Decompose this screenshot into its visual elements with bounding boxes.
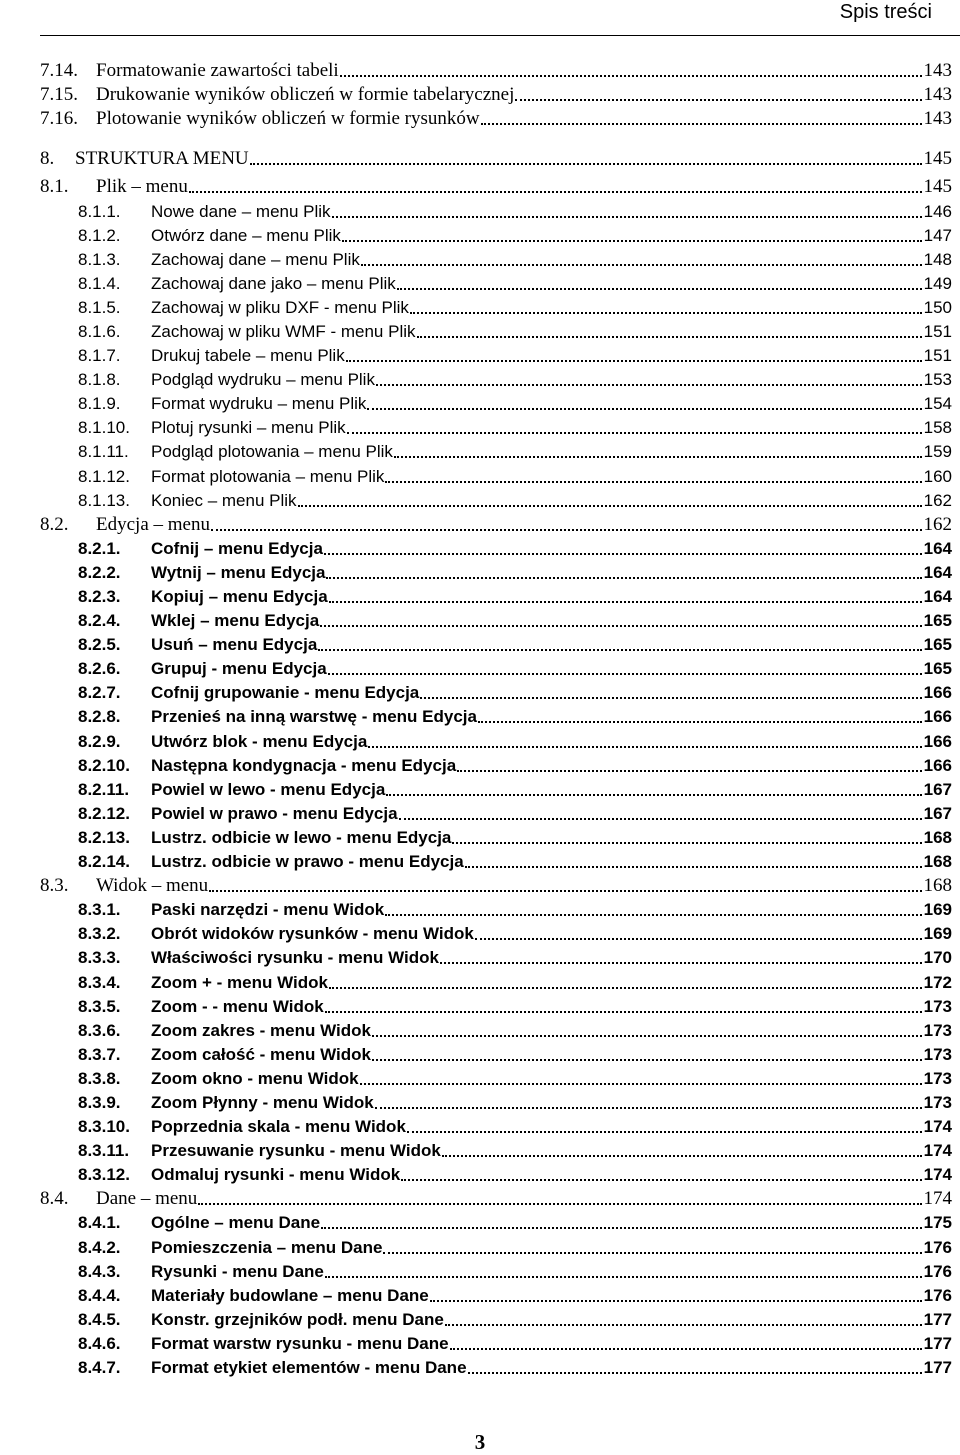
toc-entry-page: 168 [923, 852, 952, 871]
toc-dot-leader [347, 430, 922, 434]
toc-entry-page: 167 [923, 804, 952, 823]
toc-entry-page: 145 [923, 148, 952, 169]
toc-entry-number: 8.2.7. [78, 683, 121, 702]
toc-entry-number: 8.4.2. [78, 1238, 121, 1257]
toc-entry-number: 8.2.11. [78, 780, 130, 799]
toc-entry-number: 8.1.7. [78, 346, 121, 365]
toc-entry-number: 8.1. [40, 176, 69, 197]
toc-entry[interactable] [0, 513, 952, 537]
toc-dot-leader [342, 238, 922, 242]
toc-entry-page: 143 [923, 60, 952, 81]
toc-entry-number: 8.2.9. [78, 732, 121, 751]
toc-entry-number: 8.3. [40, 875, 69, 896]
toc-entry[interactable] [0, 1260, 952, 1284]
toc-entry-title: Format plotowania – menu Plik [151, 467, 385, 486]
toc-dot-leader [250, 161, 922, 165]
toc-entry-title: Plik – menu [96, 176, 188, 197]
toc-entry-page: 174 [923, 1188, 952, 1209]
toc-dot-leader [386, 792, 921, 796]
toc-entry-page: 173 [923, 1093, 952, 1112]
toc-entry-title: Konstr. grzejników podł. menu Dane [151, 1310, 444, 1329]
toc-entry-page: 174 [923, 1141, 952, 1160]
toc-dot-leader [211, 527, 922, 531]
toc-entry-title: Cofnij grupowanie - menu Edycja [151, 683, 420, 702]
toc-entry-number: 8.2.8. [78, 707, 121, 726]
toc-entry-title: Format etykiet elementów - menu Dane [151, 1358, 467, 1377]
toc-entry-title: Wytnij – menu Edycja [151, 563, 326, 582]
toc-entry-number: 8.2.12. [78, 804, 130, 823]
toc-entry-page: 158 [923, 418, 952, 437]
toc-entry[interactable] [0, 416, 952, 440]
toc-entry-page: 168 [923, 828, 952, 847]
toc-entry-page: 175 [923, 1213, 952, 1232]
toc-entry[interactable] [0, 778, 952, 802]
toc-entry-page: 173 [923, 1045, 952, 1064]
toc-dot-leader [372, 1033, 922, 1037]
toc-entry-title: Zachowaj dane jako – menu Plik [151, 274, 396, 293]
toc-entry[interactable] [0, 1187, 952, 1211]
toc-entry-page: 164 [923, 587, 952, 606]
toc-entry-page: 143 [923, 84, 952, 105]
toc-entry-number: 8.3.2. [78, 924, 121, 943]
toc-entry-page: 164 [923, 563, 952, 582]
toc-entry-page: 177 [923, 1358, 952, 1377]
toc-dot-leader [325, 1274, 922, 1278]
toc-entry[interactable] [0, 1308, 952, 1332]
toc-entry[interactable] [0, 248, 952, 272]
toc-entry-page: 165 [923, 611, 952, 630]
toc-dot-leader [397, 286, 922, 290]
toc-dot-leader [298, 503, 922, 507]
toc-entry-title: Plotuj rysunki – menu Plik [151, 418, 346, 437]
toc-entry-page: 177 [923, 1310, 952, 1329]
toc-entry-number: 8.2.5. [78, 635, 121, 654]
toc-entry-page: 154 [923, 394, 952, 413]
toc-entry-number: 8.1.9. [78, 394, 121, 413]
toc-entry-title: Utwórz blok - menu Edycja [151, 732, 368, 751]
toc-dot-leader [417, 334, 922, 338]
toc-dot-leader [452, 840, 921, 844]
toc-entry[interactable] [0, 1091, 952, 1115]
toc-dot-leader [324, 551, 922, 555]
toc-dot-leader [321, 1225, 922, 1229]
toc-entry-title: Format wydruku – menu Plik [151, 394, 367, 413]
toc-entry-number: 8.1.13. [78, 491, 130, 510]
toc-entry-title: Zoom Płynny - menu Widok [151, 1093, 374, 1112]
toc-entry-title: Podgląd wydruku – menu Plik [151, 370, 375, 389]
toc-entry-page: 167 [923, 780, 952, 799]
toc-entry[interactable] [0, 585, 952, 609]
toc-entry[interactable] [0, 730, 952, 754]
toc-entry-title: Formatowanie zawartości tabeli [96, 60, 339, 81]
toc-entry[interactable] [0, 1019, 952, 1043]
toc-entry-page: 170 [923, 948, 952, 967]
toc-dot-leader [320, 623, 921, 627]
toc-entry-title: Pomieszczenia – menu Dane [151, 1238, 383, 1257]
toc-dot-leader [328, 671, 922, 675]
toc-entry-title: Cofnij – menu Edycja [151, 539, 323, 558]
toc-dot-leader [209, 888, 921, 892]
toc-entry[interactable] [0, 995, 952, 1019]
toc-entry-title: Drukowanie wyników obliczeń w formie tabelarycznej [96, 84, 515, 105]
toc-entry-title: Podgląd plotowania – menu Plik [151, 442, 393, 461]
toc-entry-page: 147 [923, 226, 952, 245]
toc-entry-title: Poprzednia skala - menu Widok [151, 1117, 406, 1136]
toc-entry-page: 165 [923, 659, 952, 678]
toc-dot-leader [515, 97, 921, 101]
toc-entry-page: 169 [923, 900, 952, 919]
toc-entry[interactable] [0, 633, 952, 657]
toc-entry-page: 176 [923, 1286, 952, 1305]
toc-dot-leader [445, 1322, 922, 1326]
toc-entry[interactable] [0, 1332, 952, 1356]
toc-entry-number: 8.2.6. [78, 659, 121, 678]
toc-dot-leader [465, 864, 922, 868]
toc-entry[interactable] [0, 561, 952, 585]
toc-dot-leader [420, 695, 921, 699]
toc-entry-title: Materiały budowlane – menu Dane [151, 1286, 429, 1305]
toc-entry-title: Grupuj - menu Edycja [151, 659, 327, 678]
toc-entry[interactable] [0, 1139, 952, 1163]
toc-entry-title: STRUKTURA MENU [75, 148, 249, 169]
toc-entry-number: 8.2. [40, 514, 69, 535]
toc-entry-number: 8.3.8. [78, 1069, 121, 1088]
toc-entry-number: 8.3.4. [78, 973, 121, 992]
toc-entry[interactable] [0, 657, 952, 681]
toc-dot-leader [189, 189, 922, 193]
toc-entry[interactable] [0, 272, 952, 296]
toc-dot-leader [326, 575, 921, 579]
toc-entry-title: Koniec – menu Plik [151, 491, 297, 510]
toc-entry-title: Powiel w prawo - menu Edycja [151, 804, 398, 823]
toc-entry-number: 8.3.11. [78, 1141, 130, 1160]
toc-entry-page: 174 [923, 1165, 952, 1184]
toc-entry-number: 8.1.5. [78, 298, 121, 317]
toc-entry-page: 162 [923, 514, 952, 535]
toc-entry[interactable] [0, 440, 952, 464]
toc-entry-title: Właściwości rysunku - menu Widok [151, 948, 439, 967]
page-number: 3 [474, 1430, 486, 1454]
toc-entry[interactable] [0, 922, 952, 946]
toc-dot-leader [430, 1298, 922, 1302]
toc-entry-page: 176 [923, 1262, 952, 1281]
toc-entry[interactable] [0, 1284, 952, 1308]
toc-entry-number: 8.2.10. [78, 756, 130, 775]
toc-entry-number: 8.3.3. [78, 948, 121, 967]
toc-dot-leader [410, 310, 922, 314]
toc-entry-number: 8.3.5. [78, 997, 121, 1016]
toc-dot-leader [318, 647, 921, 651]
toc-entry-number: 8.1.11. [78, 442, 129, 461]
toc-entry-page: 166 [923, 683, 952, 702]
toc-entry-page: 164 [923, 539, 952, 558]
toc-entry[interactable] [0, 971, 952, 995]
toc-entry-number: 8.4.6. [78, 1334, 121, 1353]
toc-entry-page: 148 [923, 250, 952, 269]
toc-entry-number: 8.2.4. [78, 611, 121, 630]
toc-entry-title: Plotowanie wyników obliczeń w formie rysunków [96, 108, 480, 129]
toc-entry-number: 8.1.1. [78, 202, 121, 221]
toc-entry[interactable] [0, 1067, 952, 1091]
toc-entry[interactable] [0, 489, 952, 513]
toc-entry[interactable] [0, 344, 952, 368]
toc-entry[interactable] [0, 874, 952, 898]
toc-entry-number: 8.4. [40, 1188, 69, 1209]
toc-entry[interactable] [0, 320, 952, 344]
toc-entry-page: 173 [923, 1021, 952, 1040]
toc-entry-title: Lustrz. odbicie w lewo - menu Edycja [151, 828, 452, 847]
toc-dot-leader [198, 1201, 921, 1205]
toc-entry-title: Edycja – menu [96, 514, 210, 535]
toc-entry-title: Kopiuj – menu Edycja [151, 587, 328, 606]
toc-entry[interactable] [0, 802, 952, 826]
toc-dot-leader [376, 382, 922, 386]
toc-entry-number: 7.16. [40, 108, 78, 129]
toc-entry-title: Przesuwanie rysunku - menu Widok [151, 1141, 441, 1160]
toc-entry-title: Drukuj tabele – menu Plik [151, 346, 345, 365]
toc-dot-leader [481, 121, 922, 125]
toc-dot-leader [325, 1009, 922, 1013]
toc-entry[interactable] [0, 59, 952, 83]
toc-entry-number: 8.4.7. [78, 1358, 121, 1377]
toc-entry[interactable] [0, 224, 952, 248]
toc-entry[interactable] [0, 681, 952, 705]
toc-dot-leader [442, 1153, 922, 1157]
toc-entry[interactable] [0, 537, 952, 561]
toc-entry-number: 8.3.1. [78, 900, 121, 919]
toc-entry-page: 166 [923, 707, 952, 726]
toc-entry-number: 8.1.10. [78, 418, 130, 437]
toc-entry-page: 169 [923, 924, 952, 943]
toc-entry-title: Odmaluj rysunki - menu Widok [151, 1165, 401, 1184]
toc-entry-number: 8.1.8. [78, 370, 121, 389]
toc-entry-page: 168 [923, 875, 952, 896]
toc-entry-number: 8.1.6. [78, 322, 121, 341]
toc-entry-page: 160 [923, 467, 952, 486]
toc-entry[interactable] [0, 107, 952, 131]
toc-dot-leader [367, 406, 921, 410]
toc-entry[interactable] [0, 705, 952, 729]
toc-entry[interactable] [0, 368, 952, 392]
toc-entry-page: 151 [923, 322, 952, 341]
toc-entry-title: Ogólne – menu Dane [151, 1213, 321, 1232]
toc-dot-leader [401, 1177, 921, 1181]
toc-dot-leader [340, 73, 922, 77]
toc-entry-page: 166 [923, 756, 952, 775]
toc-entry-number: 8.3.12. [78, 1165, 130, 1184]
toc-entry-number: 8.2.13. [78, 828, 130, 847]
toc-dot-leader [385, 912, 921, 916]
toc-dot-leader [478, 719, 922, 723]
toc-entry-title: Przenieś na inną warstwę - menu Edycja [151, 707, 477, 726]
toc-entry-title: Zoom okno - menu Widok [151, 1069, 359, 1088]
toc-entry-page: 166 [923, 732, 952, 751]
toc-dot-leader [394, 454, 922, 458]
toc-entry-title: Usuń – menu Edycja [151, 635, 318, 654]
toc-dot-leader [407, 1129, 922, 1133]
toc-entry-title: Obrót widoków rysunków - menu Widok [151, 924, 474, 943]
toc-entry[interactable] [0, 200, 952, 224]
toc-entry-page: 143 [923, 108, 952, 129]
toc-entry-title: Widok – menu [96, 875, 209, 896]
toc-entry-title: Rysunki - menu Dane [151, 1262, 324, 1281]
toc-dot-leader [450, 1346, 922, 1350]
toc-dot-leader [329, 985, 922, 989]
toc-entry-page: 177 [923, 1334, 952, 1353]
toc-entry[interactable] [0, 1163, 952, 1187]
toc-entry-page: 165 [923, 635, 952, 654]
toc-entry[interactable] [0, 1356, 952, 1380]
toc-entry-title: Otwórz dane – menu Plik [151, 226, 341, 245]
toc-dot-leader [368, 744, 921, 748]
toc-dot-leader [475, 936, 922, 940]
toc-entry-page: 149 [923, 274, 952, 293]
toc-entry-number: 8.1.4. [78, 274, 121, 293]
toc-entry[interactable] [0, 609, 952, 633]
toc-entry-page: 145 [923, 176, 952, 197]
toc-entry-title: Zoom + - menu Widok [151, 973, 328, 992]
toc-dot-leader [385, 479, 921, 483]
running-header: Spis treści [839, 1, 932, 23]
toc-entry-number: 8. [40, 148, 55, 169]
toc-entry-page: 153 [923, 370, 952, 389]
toc-entry[interactable] [0, 754, 952, 778]
toc-entry-number: 7.14. [40, 60, 78, 81]
toc-dot-leader [329, 599, 922, 603]
toc-entry-number: 8.1.12. [78, 467, 130, 486]
toc-entry-title: Zachowaj dane – menu Plik [151, 250, 360, 269]
toc-entry[interactable] [0, 850, 952, 874]
toc-entry-number: 8.2.2. [78, 563, 121, 582]
toc-entry[interactable] [0, 392, 952, 416]
toc-entry-title: Format warstw rysunku - menu Dane [151, 1334, 449, 1353]
toc-entry-number: 8.2.1. [78, 539, 121, 558]
toc-entry-number: 8.3.6. [78, 1021, 121, 1040]
toc-entry-title: Dane – menu [96, 1188, 198, 1209]
toc-entry-page: 173 [923, 997, 952, 1016]
toc-entry-number: 8.1.3. [78, 250, 121, 269]
toc-entry-number: 8.3.7. [78, 1045, 121, 1064]
toc-dot-leader [399, 816, 922, 820]
toc-entry[interactable] [0, 465, 952, 489]
toc-entry-title: Zachowaj w pliku DXF - menu Plik [151, 298, 409, 317]
toc-dot-leader [360, 1081, 922, 1085]
toc-entry-number: 8.2.3. [78, 587, 121, 606]
toc-entry-number: 8.4.3. [78, 1262, 121, 1281]
toc-entry-page: 176 [923, 1238, 952, 1257]
toc-entry-title: Zoom zakres - menu Widok [151, 1021, 371, 1040]
toc-entry[interactable] [0, 147, 952, 171]
toc-entry-page: 151 [923, 346, 952, 365]
toc-dot-leader [361, 262, 922, 266]
toc-entry-number: 8.1.2. [78, 226, 121, 245]
toc-entry-page: 146 [923, 202, 952, 221]
toc-entry-page: 172 [923, 973, 952, 992]
toc-entry[interactable] [0, 1211, 952, 1235]
toc-entry-number: 8.4.1. [78, 1213, 121, 1232]
toc-entry[interactable] [0, 946, 952, 970]
toc-entry-page: 159 [923, 442, 952, 461]
toc-entry-number: 7.15. [40, 84, 78, 105]
toc-dot-leader [332, 214, 922, 218]
toc-entry-page: 150 [923, 298, 952, 317]
toc-dot-leader [375, 1105, 922, 1109]
toc-entry[interactable] [0, 175, 952, 199]
toc-dot-leader [372, 1057, 922, 1061]
toc-entry-page: 173 [923, 1069, 952, 1088]
toc-entry-number: 8.2.14. [78, 852, 130, 871]
toc-dot-leader [440, 960, 922, 964]
toc-entry-title: Powiel w lewo - menu Edycja [151, 780, 386, 799]
toc-dot-leader [468, 1370, 922, 1374]
toc-entry[interactable] [0, 898, 952, 922]
toc-entry[interactable] [0, 826, 952, 850]
toc-entry[interactable] [0, 1043, 952, 1067]
toc-entry[interactable] [0, 83, 952, 107]
toc-dot-leader [457, 768, 921, 772]
toc-entry-number: 8.3.10. [78, 1117, 130, 1136]
toc-entry-title: Zoom - - menu Widok [151, 997, 324, 1016]
toc-dot-leader [346, 358, 922, 362]
toc-dot-leader [383, 1250, 921, 1254]
toc-entry-title: Wklej – menu Edycja [151, 611, 320, 630]
toc-entry-title: Nowe dane – menu Plik [151, 202, 331, 221]
toc-entry-page: 162 [923, 491, 952, 510]
toc-entry-number: 8.4.4. [78, 1286, 121, 1305]
toc-entry-title: Zoom całość - menu Widok [151, 1045, 371, 1064]
toc-entry[interactable] [0, 296, 952, 320]
toc-entry-number: 8.4.5. [78, 1310, 121, 1329]
toc-entry-page: 174 [923, 1117, 952, 1136]
toc-entry-title: Paski narzędzi - menu Widok [151, 900, 385, 919]
toc-entry-title: Lustrz. odbicie w prawo - menu Edycja [151, 852, 464, 871]
toc-entry-title: Następna kondygnacja - menu Edycja [151, 756, 457, 775]
toc-entry-title: Zachowaj w pliku WMF - menu Plik [151, 322, 416, 341]
toc-entry[interactable] [0, 1115, 952, 1139]
toc-entry[interactable] [0, 1236, 952, 1260]
toc-entry-number: 8.3.9. [78, 1093, 121, 1112]
